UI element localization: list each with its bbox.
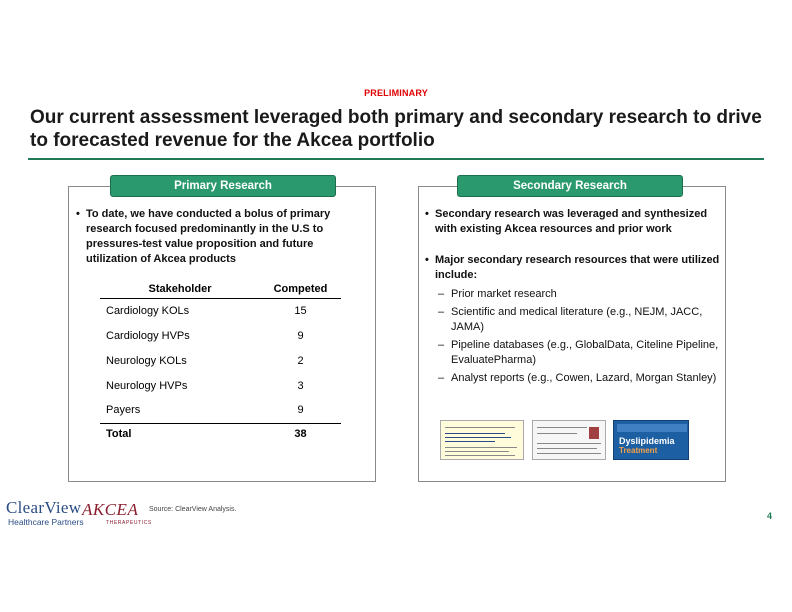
dash-marker: –: [438, 288, 445, 300]
resource-item: [438, 338, 723, 368]
source-note: Source: ClearView Analysis.: [149, 506, 237, 513]
bullet-dot: •: [425, 254, 429, 266]
report-subtitle: Treatment: [619, 446, 658, 455]
clearview-logo: ClearView: [6, 498, 82, 517]
primary-bullet-text: To date, we have conducted a bolus of primary research focused predominantly in the U.S to pressures-test value proposition and future utilization of Akcea products: [86, 208, 331, 265]
total-count: 38: [260, 423, 341, 443]
resource-text: Analyst reports (e.g., Cowen, Lazard, Morgan Stanley): [451, 372, 717, 384]
clearview-logo-subtitle: Healthcare Partners: [8, 517, 84, 527]
stakeholder-cell: Cardiology KOLs: [106, 304, 190, 317]
page-number: 4: [766, 511, 772, 521]
akcea-logo-subtitle: THERAPEUTICS: [106, 520, 152, 526]
primary-research-heading: Primary Research: [110, 175, 336, 197]
resource-item: [438, 305, 723, 335]
akcea-logo: AKCEA: [82, 500, 139, 519]
resource-item: [438, 287, 723, 302]
stakeholder-cell: Neurology HVPs: [106, 379, 188, 392]
dash-marker: –: [438, 372, 445, 384]
resource-text: Scientific and medical literature (e.g., NEJM, JACC, JAMA): [451, 306, 703, 333]
competed-column-header: Competed: [260, 282, 341, 298]
secondary-research-heading: Secondary Research: [457, 175, 683, 197]
count-cell: 15: [294, 304, 307, 317]
total-label: Total: [100, 423, 260, 443]
table-row: [100, 323, 341, 348]
stakeholder-cell: Neurology KOLs: [106, 354, 187, 367]
count-cell: 9: [297, 329, 304, 342]
count-cell: 2: [297, 354, 304, 367]
secondary-bullet-text: Secondary research was leveraged and synthesized with existing Akcea resources and prior work: [435, 208, 708, 235]
stakeholder-table: [100, 282, 341, 443]
stakeholder-cell: Payers: [106, 404, 141, 417]
table-header-row: [100, 282, 341, 298]
stakeholder-cell: Cardiology HVPs: [106, 329, 190, 342]
title-divider: [28, 158, 764, 160]
table-total-row: [100, 423, 341, 443]
analyst-report-thumbnail: [613, 420, 689, 460]
primary-bullet: [76, 207, 348, 267]
journal-article-thumbnail: [440, 420, 524, 460]
secondary-bullet-1: [425, 207, 723, 237]
report-title: Dyslipidemia: [619, 436, 675, 446]
resource-item: [438, 371, 723, 386]
page-title: Our current assessment leveraged both primary and secondary research to drive to forecasted revenue for the Akcea portfolio: [30, 107, 762, 151]
table-row: [100, 373, 341, 398]
database-page-thumbnail: [532, 420, 606, 460]
dash-marker: –: [438, 339, 445, 351]
table-row: [100, 298, 341, 323]
count-cell: 3: [297, 379, 304, 392]
table-row: [100, 348, 341, 373]
resource-text: Pipeline databases (e.g., GlobalData, Citeline Pipeline, EvaluatePharma): [451, 339, 719, 366]
bullet-dot: •: [76, 208, 80, 220]
bullet-dot: •: [425, 208, 429, 220]
table-row: [100, 398, 341, 423]
secondary-bullet-text: Major secondary research resources that were utilized include:: [435, 254, 720, 281]
secondary-bullet-2: [425, 253, 723, 283]
count-cell: 9: [297, 404, 304, 417]
preliminary-label: PRELIMINARY: [364, 88, 428, 98]
stakeholder-column-header: Stakeholder: [100, 282, 260, 298]
dash-marker: –: [438, 306, 445, 318]
resource-text: Prior market research: [451, 288, 557, 300]
